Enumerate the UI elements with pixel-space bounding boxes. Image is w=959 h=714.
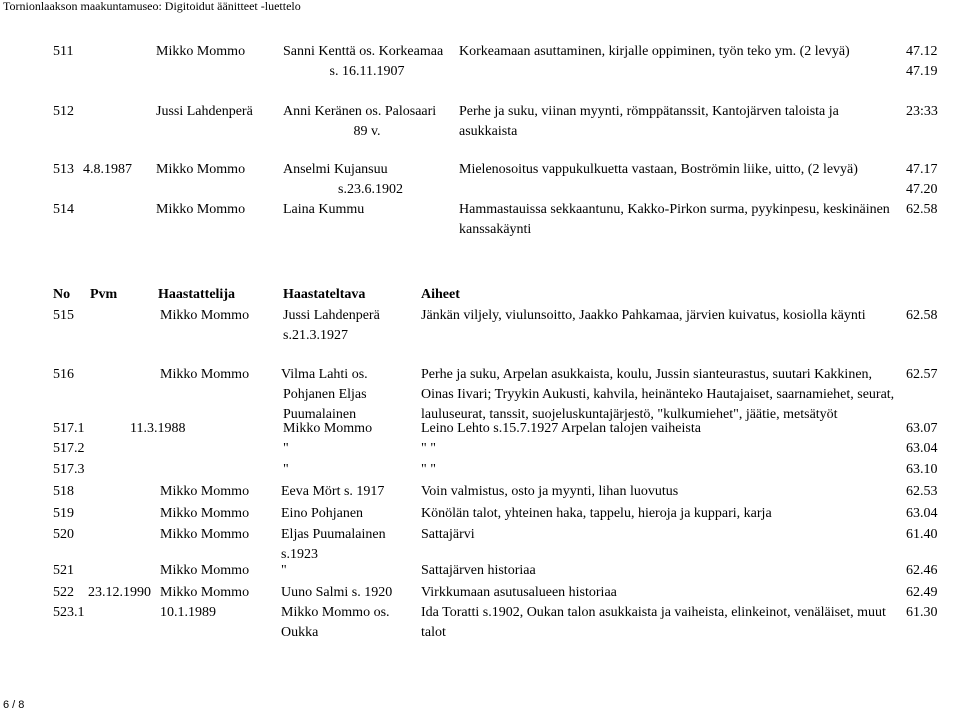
row-number: 516 bbox=[53, 367, 74, 382]
row-interviewer: Mikko Mommo bbox=[156, 202, 246, 217]
row-interviewee: Eino Pohjanen bbox=[281, 506, 364, 521]
page-header: Tornionlaakson maakuntamuseo: Digitoidut äänitteet -luettelo bbox=[3, 0, 301, 13]
table-header-haastateltava: Haastateltava bbox=[283, 287, 366, 302]
row-topics: Oinas Iivari; Tryykin Aukusti, kahvila, heinänteko Hautajaiset, saarnamiehet, seurat, bbox=[421, 387, 895, 402]
row-interviewer: Mikko Mommo bbox=[283, 421, 373, 436]
row-interviewee: s.21.3.1927 bbox=[283, 328, 348, 343]
row-interviewee: Oukka bbox=[281, 625, 319, 640]
row-interviewee: " bbox=[281, 563, 287, 578]
row-duration: 62.53 bbox=[906, 484, 938, 499]
row-interviewer: Mikko Mommo bbox=[160, 506, 250, 521]
row-topics: Jänkän viljely, viulunsoitto, Jaakko Pahkamaa, järvien kuivatus, kosiolla käynti bbox=[421, 308, 866, 323]
row-number: 518 bbox=[53, 484, 74, 499]
row-interviewer: Mikko Mommo bbox=[160, 585, 250, 600]
table-header-haastattelija: Haastattelija bbox=[158, 287, 235, 302]
row-duration: 23:33 bbox=[906, 104, 938, 119]
row-interviewee: Laina Kummu bbox=[283, 202, 365, 217]
row-number: 517.1 bbox=[53, 421, 85, 436]
row-duration: 63.10 bbox=[906, 462, 938, 477]
row-duration: 47.12 bbox=[906, 44, 938, 59]
row-interviewee: 89 v. bbox=[353, 124, 381, 139]
row-interviewer: " bbox=[283, 462, 289, 477]
page-number: 6 / 8 bbox=[3, 699, 25, 711]
row-duration: 62.57 bbox=[906, 367, 938, 382]
row-number: 517.3 bbox=[53, 462, 85, 477]
row-duration: 63.04 bbox=[906, 506, 938, 521]
row-interviewer: Mikko Mommo bbox=[160, 367, 250, 382]
row-number: 521 bbox=[53, 563, 74, 578]
row-date: 10.1.1989 bbox=[160, 605, 216, 620]
row-interviewer: Mikko Mommo bbox=[156, 162, 246, 177]
row-duration: 63.04 bbox=[906, 441, 938, 456]
row-interviewee: Eeva Mört s. 1917 bbox=[281, 484, 385, 499]
row-topics: kanssakäynti bbox=[459, 222, 532, 237]
row-number: 511 bbox=[53, 44, 74, 59]
row-interviewee: Puumalainen bbox=[283, 407, 357, 422]
row-interviewer: Mikko Mommo bbox=[156, 44, 246, 59]
row-interviewer: Jussi Lahdenperä bbox=[156, 104, 253, 119]
row-interviewer: Mikko Mommo bbox=[160, 563, 250, 578]
row-topics: Leino Lehto s.15.7.1927 Arpelan talojen vaiheista bbox=[421, 421, 701, 436]
row-interviewer: Mikko Mommo bbox=[160, 527, 250, 542]
row-interviewer: Mikko Mommo bbox=[160, 308, 250, 323]
row-topics: Sattajärvi bbox=[421, 527, 475, 542]
row-number: 522 bbox=[53, 585, 74, 600]
row-number: 514 bbox=[53, 202, 74, 217]
row-interviewee: s.1923 bbox=[281, 547, 318, 562]
row-duration: 63.07 bbox=[906, 421, 938, 436]
row-topics: " " bbox=[421, 462, 436, 477]
row-topics: Hammastauissa sekkaantunu, Kakko-Pirkon surma, pyykinpesu, keskinäinen bbox=[459, 202, 890, 217]
row-date: 11.3.1988 bbox=[130, 421, 186, 436]
row-topics: talot bbox=[421, 625, 446, 640]
row-duration: 62.58 bbox=[906, 308, 938, 323]
row-topics: Perhe ja suku, Arpelan asukkaista, koulu, Jussin sianteurastus, suutari Kakkinen, bbox=[421, 367, 873, 382]
row-number: 517.2 bbox=[53, 441, 85, 456]
row-topics: Mielenosoitus vappukulkuetta vastaan, Boströmin liike, uitto, (2 levyä) bbox=[459, 162, 858, 177]
row-interviewee: Eljas Puumalainen bbox=[281, 527, 386, 542]
row-topics: asukkaista bbox=[459, 124, 518, 139]
row-duration: 62.46 bbox=[906, 563, 938, 578]
row-number: 523.1 bbox=[53, 605, 85, 620]
row-duration: 61.30 bbox=[906, 605, 938, 620]
row-date: 23.12.1990 bbox=[88, 585, 151, 600]
row-interviewee: Pohjanen Eljas bbox=[283, 387, 367, 402]
row-duration: 47.20 bbox=[906, 182, 938, 197]
row-interviewee: Jussi Lahdenperä bbox=[283, 308, 380, 323]
row-interviewee: Sanni Kenttä os. Korkeamaa bbox=[283, 44, 444, 59]
row-topics: Ida Toratti s.1902, Oukan talon asukkaista ja vaiheista, elinkeinot, venäläiset, muut bbox=[421, 605, 886, 620]
row-topics: Könölän talot, yhteinen haka, tappelu, hieroja ja kuppari, karja bbox=[421, 506, 772, 521]
table-header-no: No bbox=[53, 287, 71, 302]
row-topics: Virkkumaan asutusalueen historiaa bbox=[421, 585, 617, 600]
row-topics: Korkeamaan asuttaminen, kirjalle oppiminen, työn teko ym. (2 levyä) bbox=[459, 44, 850, 59]
row-topics: Sattajärven historiaa bbox=[421, 563, 536, 578]
row-number: 512 bbox=[53, 104, 74, 119]
row-number: 513 bbox=[53, 162, 74, 177]
row-number: 515 bbox=[53, 308, 74, 323]
row-duration: 62.49 bbox=[906, 585, 938, 600]
row-topics: lauluseurat, tanssit, suojeluskuntajärjestö, "kulkumiehet", jäätie, metsätyöt bbox=[421, 407, 838, 422]
row-date: 4.8.1987 bbox=[83, 162, 132, 177]
row-interviewee: Mikko Mommo os. bbox=[281, 605, 390, 620]
row-interviewer: " bbox=[283, 441, 289, 456]
row-number: 519 bbox=[53, 506, 74, 521]
row-interviewee: Vilma Lahti os. bbox=[281, 367, 368, 382]
row-interviewee: Anselmi Kujansuu bbox=[283, 162, 388, 177]
row-interviewer: Mikko Mommo bbox=[160, 484, 250, 499]
row-duration: 61.40 bbox=[906, 527, 938, 542]
table-header-pvm: Pvm bbox=[90, 287, 118, 302]
row-topics: Perhe ja suku, viinan myynti, römppätanssit, Kantojärven taloista ja bbox=[459, 104, 839, 119]
row-interviewee: s.23.6.1902 bbox=[338, 182, 403, 197]
row-topics: Voin valmistus, osto ja myynti, lihan luovutus bbox=[421, 484, 679, 499]
row-duration: 47.19 bbox=[906, 64, 938, 79]
row-interviewee: Anni Keränen os. Palosaari bbox=[283, 104, 437, 119]
row-topics: " " bbox=[421, 441, 436, 456]
row-duration: 62.58 bbox=[906, 202, 938, 217]
table-header-aiheet: Aiheet bbox=[421, 287, 460, 302]
row-interviewee: Uuno Salmi s. 1920 bbox=[281, 585, 393, 600]
row-duration: 47.17 bbox=[906, 162, 938, 177]
row-interviewee: s. 16.11.1907 bbox=[329, 64, 405, 79]
row-number: 520 bbox=[53, 527, 74, 542]
